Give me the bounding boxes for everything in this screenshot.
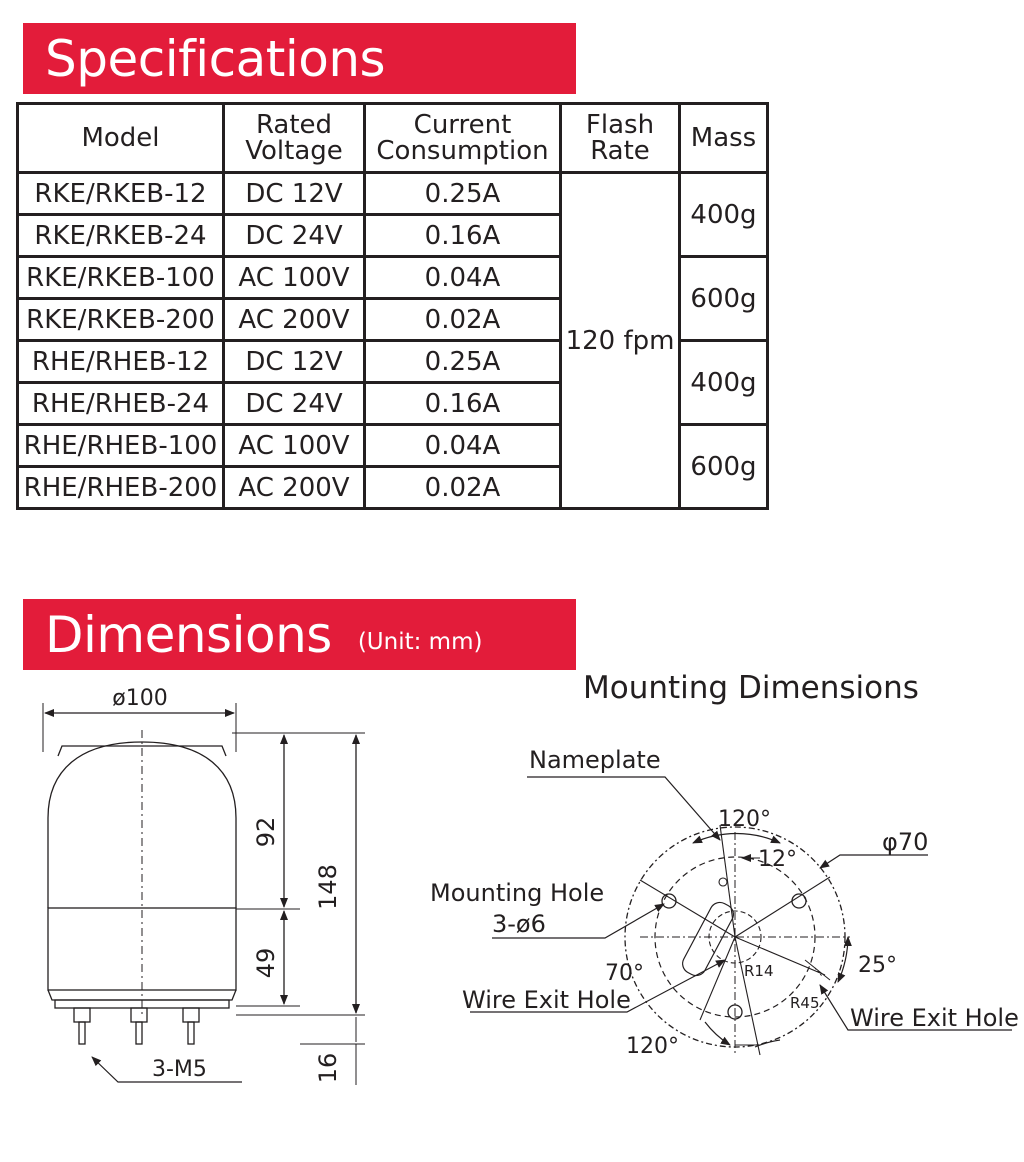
header-flash-rate: Flash Rate — [561, 104, 680, 173]
cell-model: RKE/RKEB-12 — [18, 173, 224, 215]
pcd-label: φ70 — [882, 828, 929, 856]
height-total-label: 148 — [314, 864, 342, 910]
specifications-table — [16, 102, 769, 510]
r45-label: R45 — [790, 994, 820, 1012]
mounting-bolts — [74, 1008, 199, 1044]
cell-model: RKE/RKEB-24 — [18, 215, 224, 257]
bolt-length-label: 16 — [314, 1052, 342, 1084]
bolts-label: 3-M5 — [152, 1057, 207, 1082]
cell-mass: 400g — [680, 341, 768, 425]
mounting-hole-size-label: 3-ø6 — [492, 910, 546, 938]
cell-current: 0.02A — [365, 299, 561, 341]
specifications-banner — [23, 23, 576, 94]
cell-current: 0.25A — [365, 341, 561, 383]
cell-voltage: AC 200V — [224, 467, 365, 509]
angle-bottom-label: 120° — [626, 1034, 679, 1059]
specifications-title: Specifications — [45, 29, 386, 88]
cell-current: 0.16A — [365, 383, 561, 425]
mounting-hole — [662, 894, 676, 908]
angle-70-label: 70° — [605, 961, 644, 986]
cell-current: 0.02A — [365, 467, 561, 509]
header-model: Model — [18, 104, 224, 173]
header-mass: Mass — [680, 104, 768, 173]
cell-mass: 600g — [680, 425, 768, 509]
cell-current: 0.25A — [365, 173, 561, 215]
cell-voltage: AC 200V — [224, 299, 365, 341]
r14-label: R14 — [744, 962, 774, 980]
dimensions-banner — [23, 599, 576, 670]
cell-model: RHE/RHEB-200 — [18, 467, 224, 509]
cell-voltage: AC 100V — [224, 425, 365, 467]
mounting-dimensions-title: Mounting Dimensions — [583, 670, 919, 706]
cell-voltage: DC 24V — [224, 215, 365, 257]
angle-top-label: 120° — [718, 807, 771, 832]
height-top-label: 92 — [252, 816, 280, 848]
dimensions-unit: (Unit: mm) — [357, 628, 483, 655]
mounting-hole-label: Mounting Hole — [430, 879, 605, 907]
header-rated-voltage: Rated Voltage — [224, 104, 365, 173]
cell-model: RKE/RKEB-200 — [18, 299, 224, 341]
cell-current: 0.16A — [365, 215, 561, 257]
cell-voltage: DC 12V — [224, 341, 365, 383]
header-current-consumption: Current Consumption — [365, 104, 561, 173]
wire-exit-right-label: Wire Exit Hole — [850, 1004, 1019, 1032]
cell-model: RHE/RHEB-12 — [18, 341, 224, 383]
angle-12-label: 12° — [758, 847, 797, 872]
cell-voltage: AC 100V — [224, 257, 365, 299]
cell-flash-rate: 120 fpm — [561, 173, 680, 509]
cell-voltage: DC 24V — [224, 383, 365, 425]
wire-exit-slot — [679, 899, 737, 979]
cell-model: RHE/RHEB-24 — [18, 383, 224, 425]
nameplate-label: Nameplate — [529, 746, 661, 774]
cell-current: 0.04A — [365, 257, 561, 299]
height-bottom-label: 49 — [252, 947, 280, 979]
dimensions-title: Dimensions — [45, 605, 332, 664]
table-row — [18, 173, 768, 215]
cell-mass: 600g — [680, 257, 768, 341]
wire-exit-left-label: Wire Exit Hole — [462, 986, 631, 1014]
cell-model: RKE/RKEB-100 — [18, 257, 224, 299]
angle-25-label: 25° — [858, 953, 897, 978]
table-header-row — [18, 104, 768, 173]
cell-voltage: DC 12V — [224, 173, 365, 215]
cell-model: RHE/RHEB-100 — [18, 425, 224, 467]
cell-current: 0.04A — [365, 425, 561, 467]
diameter-label: ø100 — [112, 686, 168, 711]
cell-mass: 400g — [680, 173, 768, 257]
dimension-drawings — [0, 670, 1024, 1162]
